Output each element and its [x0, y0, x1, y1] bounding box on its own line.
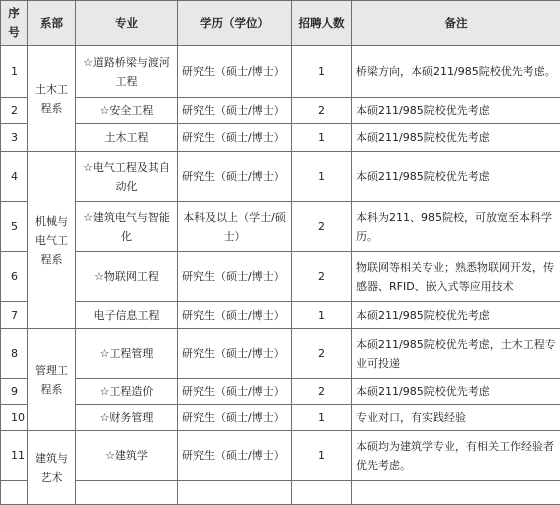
header-seq: 序号 [1, 1, 28, 46]
edu-cell: 研究生（硕士/博士） [178, 431, 292, 481]
major-cell: ☆工程造价 [76, 379, 178, 405]
seq-cell: 11 [1, 431, 28, 481]
edu-cell: 研究生（硕士/博士） [178, 329, 292, 379]
major-cell: ☆建筑电气与智能化 [76, 202, 178, 252]
count-cell: 1 [292, 124, 352, 152]
major-cell: ☆安全工程 [76, 98, 178, 124]
edu-cell [178, 481, 292, 505]
table-row [1, 405, 560, 431]
dept-cell-civil: 土木工程系 [28, 46, 76, 152]
count-cell: 1 [292, 431, 352, 481]
seq-cell: 3 [1, 124, 28, 152]
seq-cell: 1 [1, 46, 28, 98]
remark-cell: 本硕211/985院校优先考虑 [352, 302, 560, 329]
count-cell: 1 [292, 46, 352, 98]
table-row [1, 252, 560, 302]
remark-cell: 桥梁方向，本硕211/985院校优先考虑。 [352, 46, 560, 98]
table-row [1, 98, 560, 124]
table-row [1, 202, 560, 252]
count-cell: 2 [292, 252, 352, 302]
remark-cell: 本硕211/985院校优先考虑 [352, 152, 560, 202]
remark-cell: 本硕211/985院校优先考虑 [352, 98, 560, 124]
table-row [1, 379, 560, 405]
edu-cell: 研究生（硕士/博士） [178, 379, 292, 405]
edu-cell: 研究生（硕士/博士） [178, 152, 292, 202]
header-remark: 备注 [352, 1, 560, 46]
table-row [1, 46, 560, 98]
table-row [1, 481, 560, 505]
seq-cell [1, 481, 28, 505]
seq-cell: 7 [1, 302, 28, 329]
count-cell [292, 481, 352, 505]
major-cell: ☆电气工程及其自动化 [76, 152, 178, 202]
remark-cell: 本硕211/985院校优先考虑 [352, 124, 560, 152]
count-cell: 1 [292, 152, 352, 202]
count-cell: 2 [292, 98, 352, 124]
seq-cell: 10 [1, 405, 28, 431]
major-cell: ☆工程管理 [76, 329, 178, 379]
major-cell: ☆物联网工程 [76, 252, 178, 302]
major-cell: ☆道路桥梁与渡河工程 [76, 46, 178, 98]
remark-cell: 本科为211、985院校，可放宽至本科学历。 [352, 202, 560, 252]
seq-cell: 9 [1, 379, 28, 405]
table-row [1, 329, 560, 379]
major-cell: 土木工程 [76, 124, 178, 152]
header-edu: 学历（学位） [178, 1, 292, 46]
edu-cell: 研究生（硕士/博士） [178, 405, 292, 431]
seq-cell: 4 [1, 152, 28, 202]
seq-cell: 6 [1, 252, 28, 302]
header-count: 招聘人数 [292, 1, 352, 46]
dept-cell-arch: 建筑与艺术 [28, 431, 76, 505]
table-row [1, 431, 560, 481]
edu-cell: 研究生（硕士/博士） [178, 124, 292, 152]
seq-cell: 5 [1, 202, 28, 252]
major-cell [76, 481, 178, 505]
remark-cell: 专业对口，有实践经验 [352, 405, 560, 431]
dept-cell-mech: 机械与电气工程系 [28, 152, 76, 329]
remark-cell: 本硕211/985院校优先考虑 [352, 379, 560, 405]
edu-cell: 研究生（硕士/博士） [178, 252, 292, 302]
edu-cell: 研究生（硕士/博士） [178, 98, 292, 124]
table-row [1, 152, 560, 202]
edu-cell: 研究生（硕士/博士） [178, 302, 292, 329]
count-cell: 1 [292, 302, 352, 329]
major-cell: ☆财务管理 [76, 405, 178, 431]
count-cell: 2 [292, 202, 352, 252]
edu-cell: 研究生（硕士/博士） [178, 46, 292, 98]
table-row [1, 124, 560, 152]
seq-cell: 8 [1, 329, 28, 379]
count-cell: 1 [292, 405, 352, 431]
table-row [1, 302, 560, 329]
header-dept: 系部 [28, 1, 76, 46]
edu-cell: 本科及以上（学士/硕士） [178, 202, 292, 252]
seq-cell: 2 [1, 98, 28, 124]
major-cell: 电子信息工程 [76, 302, 178, 329]
remark-cell [352, 481, 560, 505]
remark-cell: 物联网等相关专业；熟悉物联网开发，传感器、RFID、嵌入式等应用技术 [352, 252, 560, 302]
dept-cell-mgmt: 管理工程系 [28, 329, 76, 431]
header-major: 专业 [76, 1, 178, 46]
count-cell: 2 [292, 379, 352, 405]
header-row [1, 1, 560, 46]
count-cell: 2 [292, 329, 352, 379]
major-cell: ☆建筑学 [76, 431, 178, 481]
remark-cell: 本硕均为建筑学专业，有相关工作经验者优先考虑。 [352, 431, 560, 481]
remark-cell: 本硕211/985院校优先考虑，土木工程专业可投递 [352, 329, 560, 379]
